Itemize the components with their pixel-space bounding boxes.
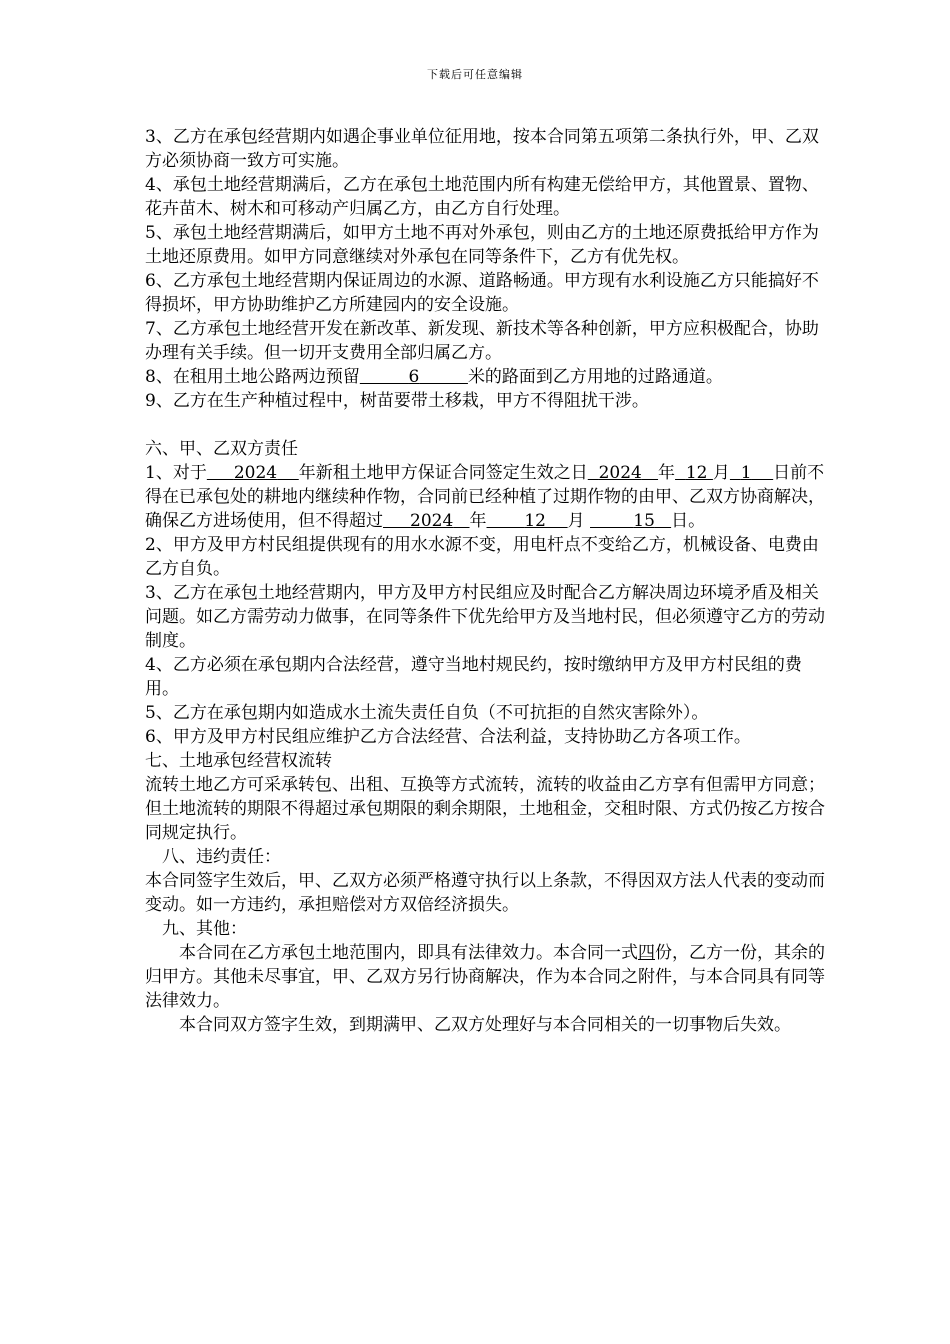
month-value-2: 12 — [524, 511, 546, 531]
section-9-title: 九、其他： — [162, 919, 247, 939]
section-7-body: 流转土地乙方可采承转包、出租、互换等方式流转，流转的收益由乙方享有但需甲方同意；但土地流转的期限不得超过承包期限的剩余期限，土地租金，交租时限、方式仍按乙方按合同规定执行。 — [145, 775, 825, 843]
clause-6-1-text-e: 日前不得在已承包处的耕地内继续种作物，合同前已经种植了过期作物的由甲、乙双方协商解决，确保乙方进场使用，但不得超过 — [145, 463, 825, 531]
year-blank-1 — [207, 463, 299, 483]
year-blank-2 — [588, 463, 658, 483]
clause-6-1-text-d: 月 — [712, 463, 730, 483]
clause-6-1-text-a: 1、对于 — [145, 463, 207, 483]
year-blank-3 — [383, 511, 470, 531]
clause-5-5: 5、承包土地经营期满后，如甲方土地不再对外承包，则由乙方的土地还原费抵给甲方作为土地还原费用。如甲方同意继续对外承包在同等条件下，乙方有优先权。 — [145, 223, 819, 267]
section-8-title: 八、违约责任： — [162, 847, 281, 867]
clause-5-3: 3、乙方在承包经营期内如遇企事业单位征用地，按本合同第五项第二条执行外，甲、乙双方必须协商一致方可实施。 — [145, 127, 819, 171]
day-value-1: 1 — [740, 463, 752, 483]
clause-6-1-text-b: 年新租土地甲方保证合同签定生效之日 — [298, 463, 588, 483]
year-value-1: 2024 — [233, 463, 278, 483]
clause-6-1-text-h: 日。 — [671, 511, 706, 531]
month-value-1: 12 — [685, 463, 708, 483]
clause-5-8-suffix: 米的路面到乙方用地的过路通道。 — [467, 367, 723, 387]
month-blank-2 — [487, 511, 568, 531]
clause-6-1-text-g: 月 — [567, 511, 585, 531]
section-9-para-2: 本合同双方签字生效，到期满甲、乙双方处理好与本合同相关的一切事物后失效。 — [179, 1015, 791, 1035]
clause-6-4: 4、乙方必须在承包期内合法经营，遵守当地村规民约，按时缴纳甲方及甲方村民组的费用。 — [145, 655, 802, 699]
day-value-2: 15 — [633, 511, 655, 531]
section-9-para-1-text-a: 本合同在乙方承包土地范围内，即具有法律效力。本合同一式 — [179, 943, 638, 963]
clause-6-6: 6、甲方及甲方村民组应维护乙方合法经营、合法利益，支持协助乙方各项工作。 — [145, 727, 751, 747]
section-9-para-1 — [145, 941, 825, 1013]
contract-body — [145, 125, 825, 1037]
clause-6-2: 2、甲方及甲方村民组提供现有的用水水源不变，用电杆点不变给乙方，机械设备、电费由乙方自负。 — [145, 535, 819, 579]
clause-6-1-text-c: 年 — [658, 463, 676, 483]
section-8-body: 本合同签字生效后，甲、乙双方必须严格遵守执行以上条款，不得因双方法人代表的变动而变动。如一方违约，承担赔偿对方双倍经济损失。 — [145, 871, 825, 915]
road-width-value: 6 — [408, 367, 420, 387]
clause-5-7: 7、乙方承包土地经营开发在新改革、新发现、新技术等各种创新，甲方应积极配合，协助办理有关手续。但一切开支费用全部归属乙方。 — [145, 319, 819, 363]
clause-5-4: 4、承包土地经营期满后，乙方在承包土地范围内所有构建无偿给甲方，其他置景、置物、花卉苗木、树木和可移动产归属乙方，由乙方自行处理。 — [145, 175, 819, 219]
clause-5-9: 9、乙方在生产种植过程中，树苗要带土移栽，甲方不得阻扰干涉。 — [145, 391, 649, 411]
section-7-title: 七、土地承包经营权流转 — [145, 751, 332, 771]
clause-6-5: 5、乙方在承包期内如造成水土流失责任自负（不可抗拒的自然灾害除外）。 — [145, 703, 709, 723]
year-value-3: 2024 — [410, 511, 454, 531]
clause-6-1 — [145, 461, 825, 533]
day-blank-2 — [590, 511, 671, 531]
clause-5-8-prefix: 8、在租用土地公路两边预留 — [145, 367, 360, 387]
header-note: 下载后可任意编辑 — [427, 68, 523, 81]
section-6-title: 六、甲、乙双方责任 — [145, 439, 298, 459]
clause-5-8 — [145, 365, 825, 389]
copies-count: 四 — [638, 943, 655, 963]
day-blank-1 — [730, 463, 773, 483]
clause-5-6: 6、乙方承包土地经营期内保证周边的水源、道路畅通。甲方现有水利设施乙方只能搞好不得损坏，甲方协助维护乙方所建园内的安全设施。 — [145, 271, 819, 315]
spacer — [145, 413, 825, 437]
month-blank-1 — [675, 463, 713, 483]
section-9-para-1-text-b: 份，乙方一份，其余的归甲方。其他未尽事宜，甲、乙双方另行协商解决，作为本合同之附件，与本合同具有同等法律效力。 — [145, 943, 825, 1011]
year-value-2: 2024 — [598, 463, 642, 483]
clause-6-3: 3、乙方在承包土地经营期内，甲方及甲方村民组应及时配合乙方解决周边环境矛盾及相关问题。如乙方需劳动力做事，在同等条件下优先给甲方及当地村民，但必须遵守乙方的劳动制度。 — [145, 583, 825, 651]
clause-6-1-text-f: 年 — [469, 511, 487, 531]
road-width-blank — [360, 367, 468, 387]
